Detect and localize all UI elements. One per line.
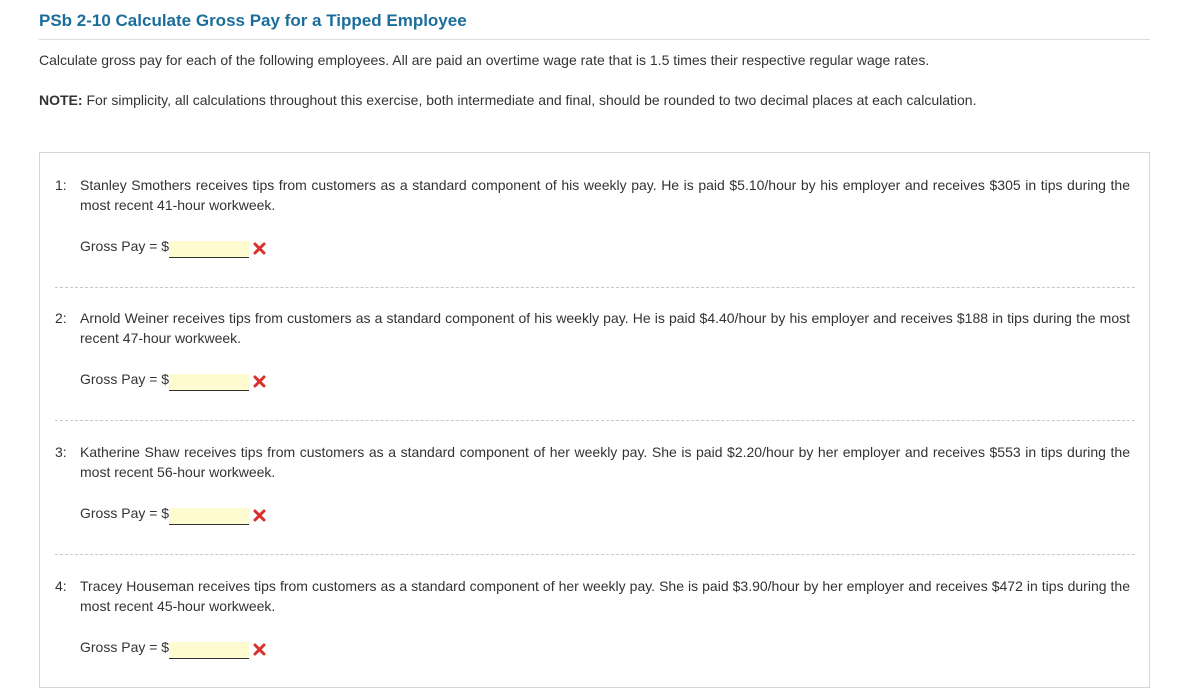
gross-pay-input[interactable] <box>169 508 249 525</box>
gross-pay-label: Gross Pay = $ <box>80 505 170 521</box>
gross-pay-label: Gross Pay = $ <box>80 371 170 387</box>
note-label: NOTE: <box>39 92 83 108</box>
gross-pay-label: Gross Pay = $ <box>80 238 170 254</box>
problem-number: 3: <box>55 444 67 460</box>
wrong-x-icon <box>253 375 266 388</box>
gross-pay-input[interactable] <box>169 374 249 391</box>
title-divider <box>39 39 1150 40</box>
problem-text: Tracey Houseman receives tips from customers as a standard component of her weekly pay. She is paid $3.90/hour by her employer and receives $472 in tips during the most recent 45-hour workweek. <box>80 578 1130 614</box>
wrong-x-icon <box>253 242 266 255</box>
problems-panel <box>39 152 1150 688</box>
instructions-text: Calculate gross pay for each of the following employees. All are paid an overtime wage rate that is 1.5 times their respective regular wage rates. <box>39 52 930 68</box>
problem-number: 1: <box>55 177 67 193</box>
note-text: For simplicity, all calculations throughout this exercise, both intermediate and final, should be rounded to two decimal places at each calculation. <box>82 92 977 108</box>
wrong-x-icon <box>253 643 266 656</box>
note-paragraph <box>39 91 976 109</box>
page-title: PSb 2-10 Calculate Gross Pay for a Tipped Employee <box>39 11 467 30</box>
problem-text: Katherine Shaw receives tips from customers as a standard component of her weekly pay. She is paid $2.20/hour by her employer and receives $553 in tips during the most recent 56-hour workweek. <box>80 444 1130 480</box>
problem-text: Arnold Weiner receives tips from customers as a standard component of his weekly pay. He is paid $4.40/hour by his employer and receives $188 in tips during the most recent 47-hour workweek. <box>80 310 1130 346</box>
answer-row <box>80 234 266 256</box>
problem-divider <box>55 420 1135 421</box>
gross-pay-input[interactable] <box>169 241 249 258</box>
answer-row <box>80 635 266 657</box>
answer-row <box>80 501 266 523</box>
problem-text: Stanley Smothers receives tips from customers as a standard component of his weekly pay. He is paid $5.10/hour by his employer and receives $305 in tips during the most recent 41-hour workweek. <box>80 177 1130 213</box>
wrong-x-icon <box>253 509 266 522</box>
gross-pay-input[interactable] <box>169 642 249 659</box>
problem-number: 4: <box>55 578 67 594</box>
answer-row <box>80 367 266 389</box>
problem-divider <box>55 287 1135 288</box>
problem-divider <box>55 554 1135 555</box>
problem-number: 2: <box>55 310 67 326</box>
gross-pay-label: Gross Pay = $ <box>80 639 170 655</box>
